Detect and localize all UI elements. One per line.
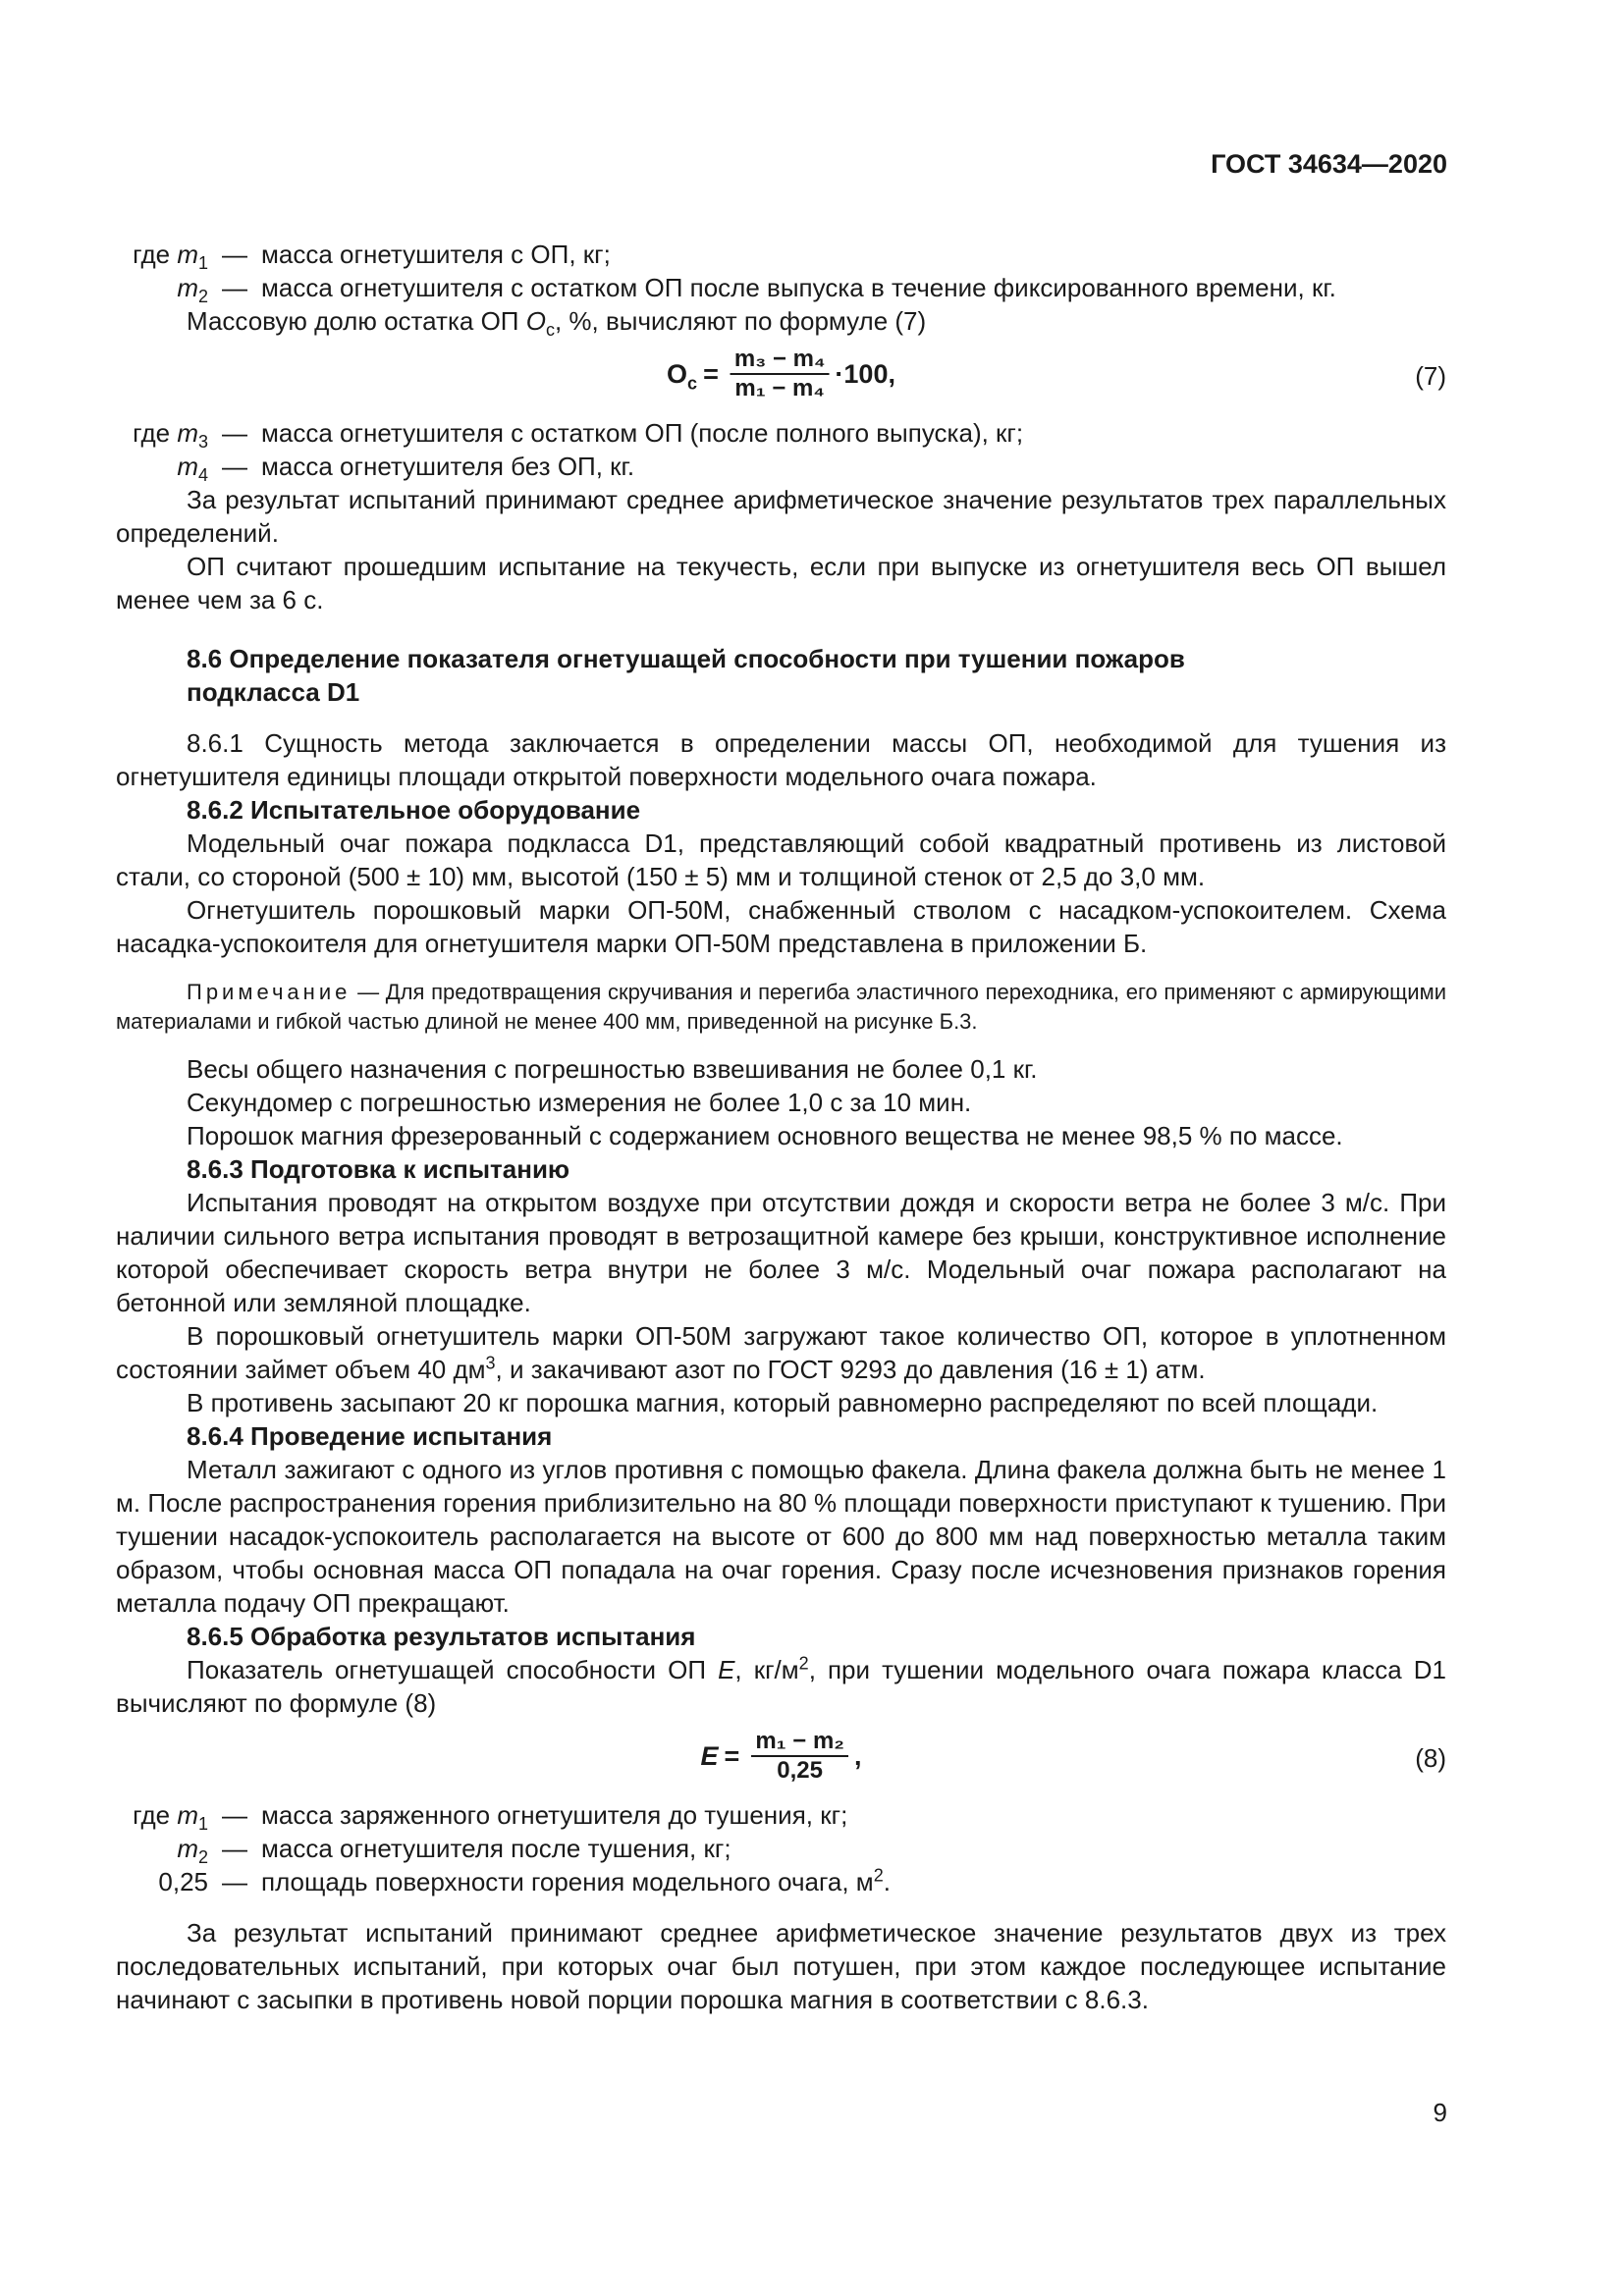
definition-m2: $m_2$ — масса огнетушителя с остатком ОП после выпуска в течение фиксированного времени, кг. (177, 273, 1336, 307)
formula-7-number: (7) (1415, 361, 1446, 391)
paragraph-8-6-5: Показатель огнетушащей способности ОП E, $кг/м^2$, при тушении модельного очага пожара класса D1 вычисляют по формуле (8) (116, 1653, 1447, 1718)
paragraph-8-6-1: 8.6.1 Сущность метода заключается в определении массы ОП, необходимой для тушения из огнетушителя единицы площади открытой поверхности модельного очага пожара. (116, 728, 1446, 791)
note: Примечание — Для предотвращения скручивания и перегиба эластичного переходника, его применяют с армирующими материалами и гибкой частью длиной не менее 400 мм, приведенной на рисунке Б.3. (116, 980, 1446, 1034)
formula-8: E = $\frac{\text{m₁ − m₂}}{0,25}$ , (8) (700, 1728, 1446, 1784)
definition-m1-b: где $m_1$ — масса заряженного огнетушителя до тушения, кг; (133, 1800, 848, 1835)
page-number: 9 (1433, 2098, 1447, 2127)
section-8-6-heading: 8.6 Определение показателя огнетушащей способности при тушении пожаров подкласса D1 (187, 644, 1185, 707)
formula-7-fraction: $\frac{\text{m₃ − m₄}}{\text{m₁ − m₄}}$ (731, 346, 830, 402)
formula-7: $О_с$ = $\frac{\text{m₃ − m₄}}{\text{m₁ − m₄}}$ ·100, (7) (667, 346, 1446, 401)
formula-8-number: (8) (1415, 1743, 1446, 1773)
paragraph-8-6-2-d: Секундомер с погрешностью измерения не более 1,0 с за 10 мин. (187, 1088, 972, 1117)
note-label: Примечание (187, 980, 352, 1004)
formula-7-lhs: $О_с$ (667, 359, 698, 394)
paragraph-8-6-2-a: Модельный очаг пожара подкласса D1, представляющий собой квадратный противень из листовой стали, со стороной (500 ± 10) мм, высотой (150 ± 5) мм и толщиной стенок от 2,5 до 3,0 мм. (116, 828, 1446, 891)
paragraph-8-6-2-c: Весы общего назначения с погрешностью взвешивания не более 0,1 кг. (187, 1054, 1038, 1084)
heading-8-6-4: 8.6.4 Проведение испытания (187, 1421, 553, 1451)
paragraph-8-6-3-b: В порошковый огнетушитель марки ОП-50М загружают такое количество ОП, которое в уплотненном состоянии займет объем 40 $дм^3$, и закачивают азот по ГОСТ 9293 до давления (16 ± 1) атм. (116, 1321, 1446, 1384)
definition-m3: где $m_3$ — масса огнетушителя с остатком ОП (после полного выпуска), кг; (133, 418, 1024, 453)
paragraph-8-6-4: Металл зажигают с одного из углов противня с помощью факела. Длина факела должна быть не менее 1 м. После распространения горения приблизительно на 80 % площади поверхности приступают к тушению. При тушении насадок-успокоитель располагается на высоте от 600 до 800 мм над поверхностью металла таким образом, чтобы основная масса ОП попадала на очаг горения. Сразу после исчезновения признаков горения металла подачу ОП прекращают. (116, 1455, 1446, 1618)
definition-m2-b: $m_2$ — масса огнетушителя после тушения, кг; (177, 1834, 731, 1868)
formula-8-lhs: E (700, 1741, 719, 1771)
formula-8-fraction: $\frac{\text{m₁ − m₂}}{0,25}$ (751, 1728, 848, 1785)
paragraph-8-6-2-e: Порошок магния фрезерованный с содержанием основного вещества не менее 98,5 % по массе. (187, 1121, 1343, 1150)
heading-8-6-2: 8.6.2 Испытательное оборудование (187, 795, 641, 825)
heading-8-6-5: 8.6.5 Обработка результатов испытания (187, 1622, 696, 1651)
definition-constant: 0,25 — площадь поверхности горения модельного очага, $м^2$. (158, 1865, 891, 1896)
heading-8-6-3: 8.6.3 Подготовка к испытанию (187, 1154, 570, 1184)
definition-m1: где $m_1$ — масса огнетушителя с ОП, кг; (133, 240, 611, 274)
document-body (116, 238, 1446, 2016)
mass-fraction-intro: Массовую долю остатка ОП $О_с$, %, вычисляют по формуле (7) (187, 306, 927, 341)
document-header: ГОСТ 34634—2020 (1211, 149, 1447, 179)
paragraph-8-6-3-a: Испытания проводят на открытом воздухе при отсутствии дождя и скорости ветра не более 3 м/с. При наличии сильного ветра испытания проводят в ветрозащитной камере без крыши, конструктивное исполнение которой обеспечивает скорость ветра внутри не более 3 м/с. Модельный очаг пожара располагают на бетонной или земляной площадке. (116, 1188, 1446, 1317)
paragraph-8-6-2-b: Огнетушитель порошковый марки ОП-50М, снабженный стволом с насадком-успокоителем. Схема насадка-успокоителя для огнетушителя марки ОП-50М представлена в приложении Б. (116, 895, 1446, 958)
definition-m4: $m_4$ — масса огнетушителя без ОП, кг. (177, 452, 635, 486)
paragraph-8-6-3-c: В противень засыпают 20 кг порошка магния, который равномерно распределяют по всей площади. (187, 1388, 1379, 1417)
paragraph-result-1: За результат испытаний принимают среднее арифметическое значение результатов трех параллельных определений. (116, 485, 1446, 548)
paragraph-flow: ОП считают прошедшим испытание на текучесть, если при выпуске из огнетушителя весь ОП вышел менее чем за 6 с. (116, 552, 1446, 614)
paragraph-final: За результат испытаний принимают среднее арифметическое значение результатов двух из трех последовательных испытаний, при которых очаг был потушен, при этом каждое последующее испытание начинают с засыпки в противень новой порции порошка магния в соответствии с 8.6.3. (116, 1918, 1446, 2014)
